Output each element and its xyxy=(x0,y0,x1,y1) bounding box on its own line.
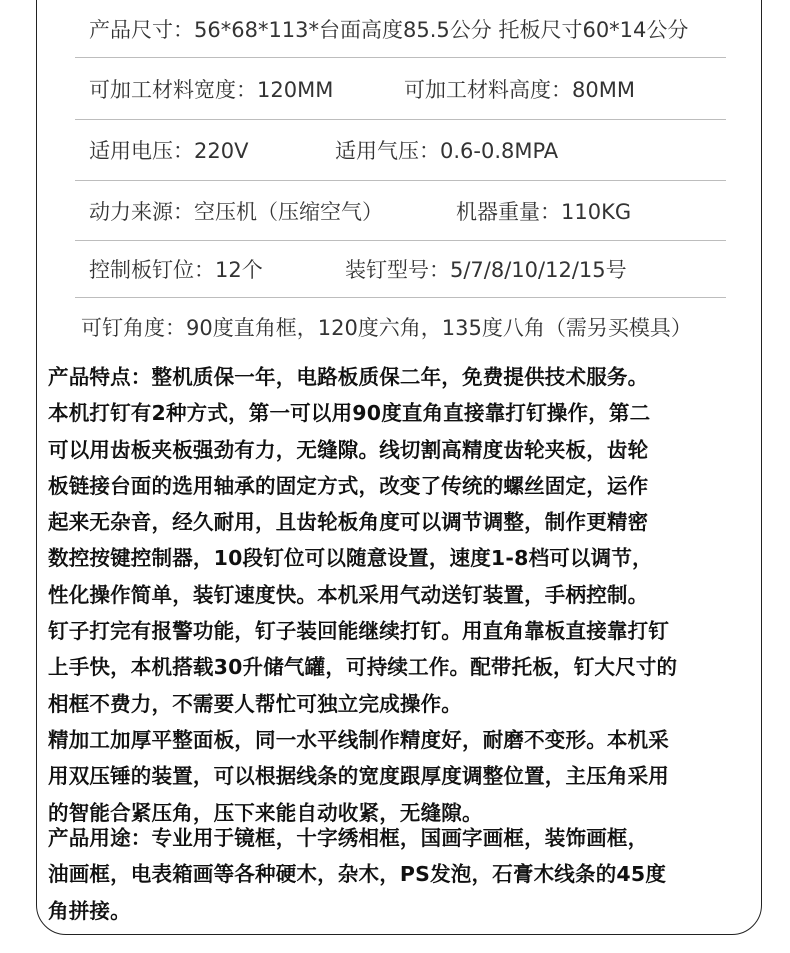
spec-voltage: 适用电压：220V xyxy=(89,139,249,163)
spec-material-height: 可加工材料高度：80MM xyxy=(404,77,635,102)
spec-power-source: 动力来源：空压机（压缩空气） xyxy=(89,199,383,224)
spec-size: 产品尺寸：56*68*113*台面高度85.5公分 托板尺寸60*14公分 xyxy=(89,17,689,42)
feature-line: 起来无杂音，经久耐用，且齿轮板角度可以调节调整，制作更精密 xyxy=(48,510,649,535)
feature-description xyxy=(48,359,764,831)
spec-row-angles xyxy=(75,298,726,356)
feature-line: 相框不费力，不需要人帮忙可独立完成操作。 xyxy=(48,691,462,716)
feature-line: 可以用齿板夹板强劲有力，无缝隙。线切割高精度齿轮夹板，齿轮 xyxy=(48,437,649,462)
spec-row-power xyxy=(75,120,726,181)
feature-line: 板链接台面的选用轴承的固定方式，改变了传统的螺丝固定，运作 xyxy=(48,473,649,498)
spec-weight: 机器重量：110KG xyxy=(456,199,632,224)
spec-row-nails xyxy=(75,241,726,298)
usage-description xyxy=(48,820,764,929)
feature-line: 钉子打完有报警功能，钉子装回能继续打钉。用直角靠板直接靠打钉 xyxy=(48,619,669,644)
feature-line: 产品特点：整机质保一年，电路板质保二年，免费提供技术服务。 xyxy=(48,365,649,389)
spec-air-pressure: 适用气压：0.6-0.8MPA xyxy=(335,139,559,163)
feature-line: 上手快，本机搭载30升储气罐，可持续工作。配带托板，钉大尺寸的 xyxy=(48,655,678,680)
usage-line: 产品用途：专业用于镜框，十字绣相框，国画字画框，装饰画框， xyxy=(48,826,649,850)
spec-nail-models: 装钉型号：5/7/8/10/12/15号 xyxy=(345,258,627,282)
feature-line: 的智能合紧压角，压下来能自动收紧，无缝隙。 xyxy=(48,800,483,825)
spec-row-material xyxy=(75,58,726,120)
feature-line: 精加工加厚平整面板，同一水平线制作精度好，耐磨不变形。本机采 xyxy=(48,727,669,752)
spec-material-width: 可加工材料宽度：120MM xyxy=(89,77,334,102)
feature-line: 数控按键控制器，10段钉位可以随意设置，速度1-8档可以调节， xyxy=(48,546,653,571)
usage-line: 油画框，电表箱画等各种硬木，杂木，PS发泡，石膏木线条的45度 xyxy=(48,862,667,887)
spec-nail-positions: 控制板钉位：12个 xyxy=(89,258,263,282)
feature-line: 本机打钉有2种方式，第一可以用90度直角直接靠打钉操作，第二 xyxy=(48,401,651,426)
feature-line: 性化操作简单，装钉速度快。本机采用气动送钉装置，手柄控制。 xyxy=(48,582,649,607)
spec-angles: 可钉角度：90度直角框，120度六角，135度八角（需另买模具） xyxy=(81,316,692,340)
spec-row-size xyxy=(75,0,726,58)
usage-line: 角拼接。 xyxy=(48,898,131,923)
spec-row-source xyxy=(75,181,726,241)
feature-line: 用双压锤的装置，可以根据线条的宽度跟厚度调整位置，主压角采用 xyxy=(48,764,669,789)
spec-list xyxy=(75,0,726,356)
